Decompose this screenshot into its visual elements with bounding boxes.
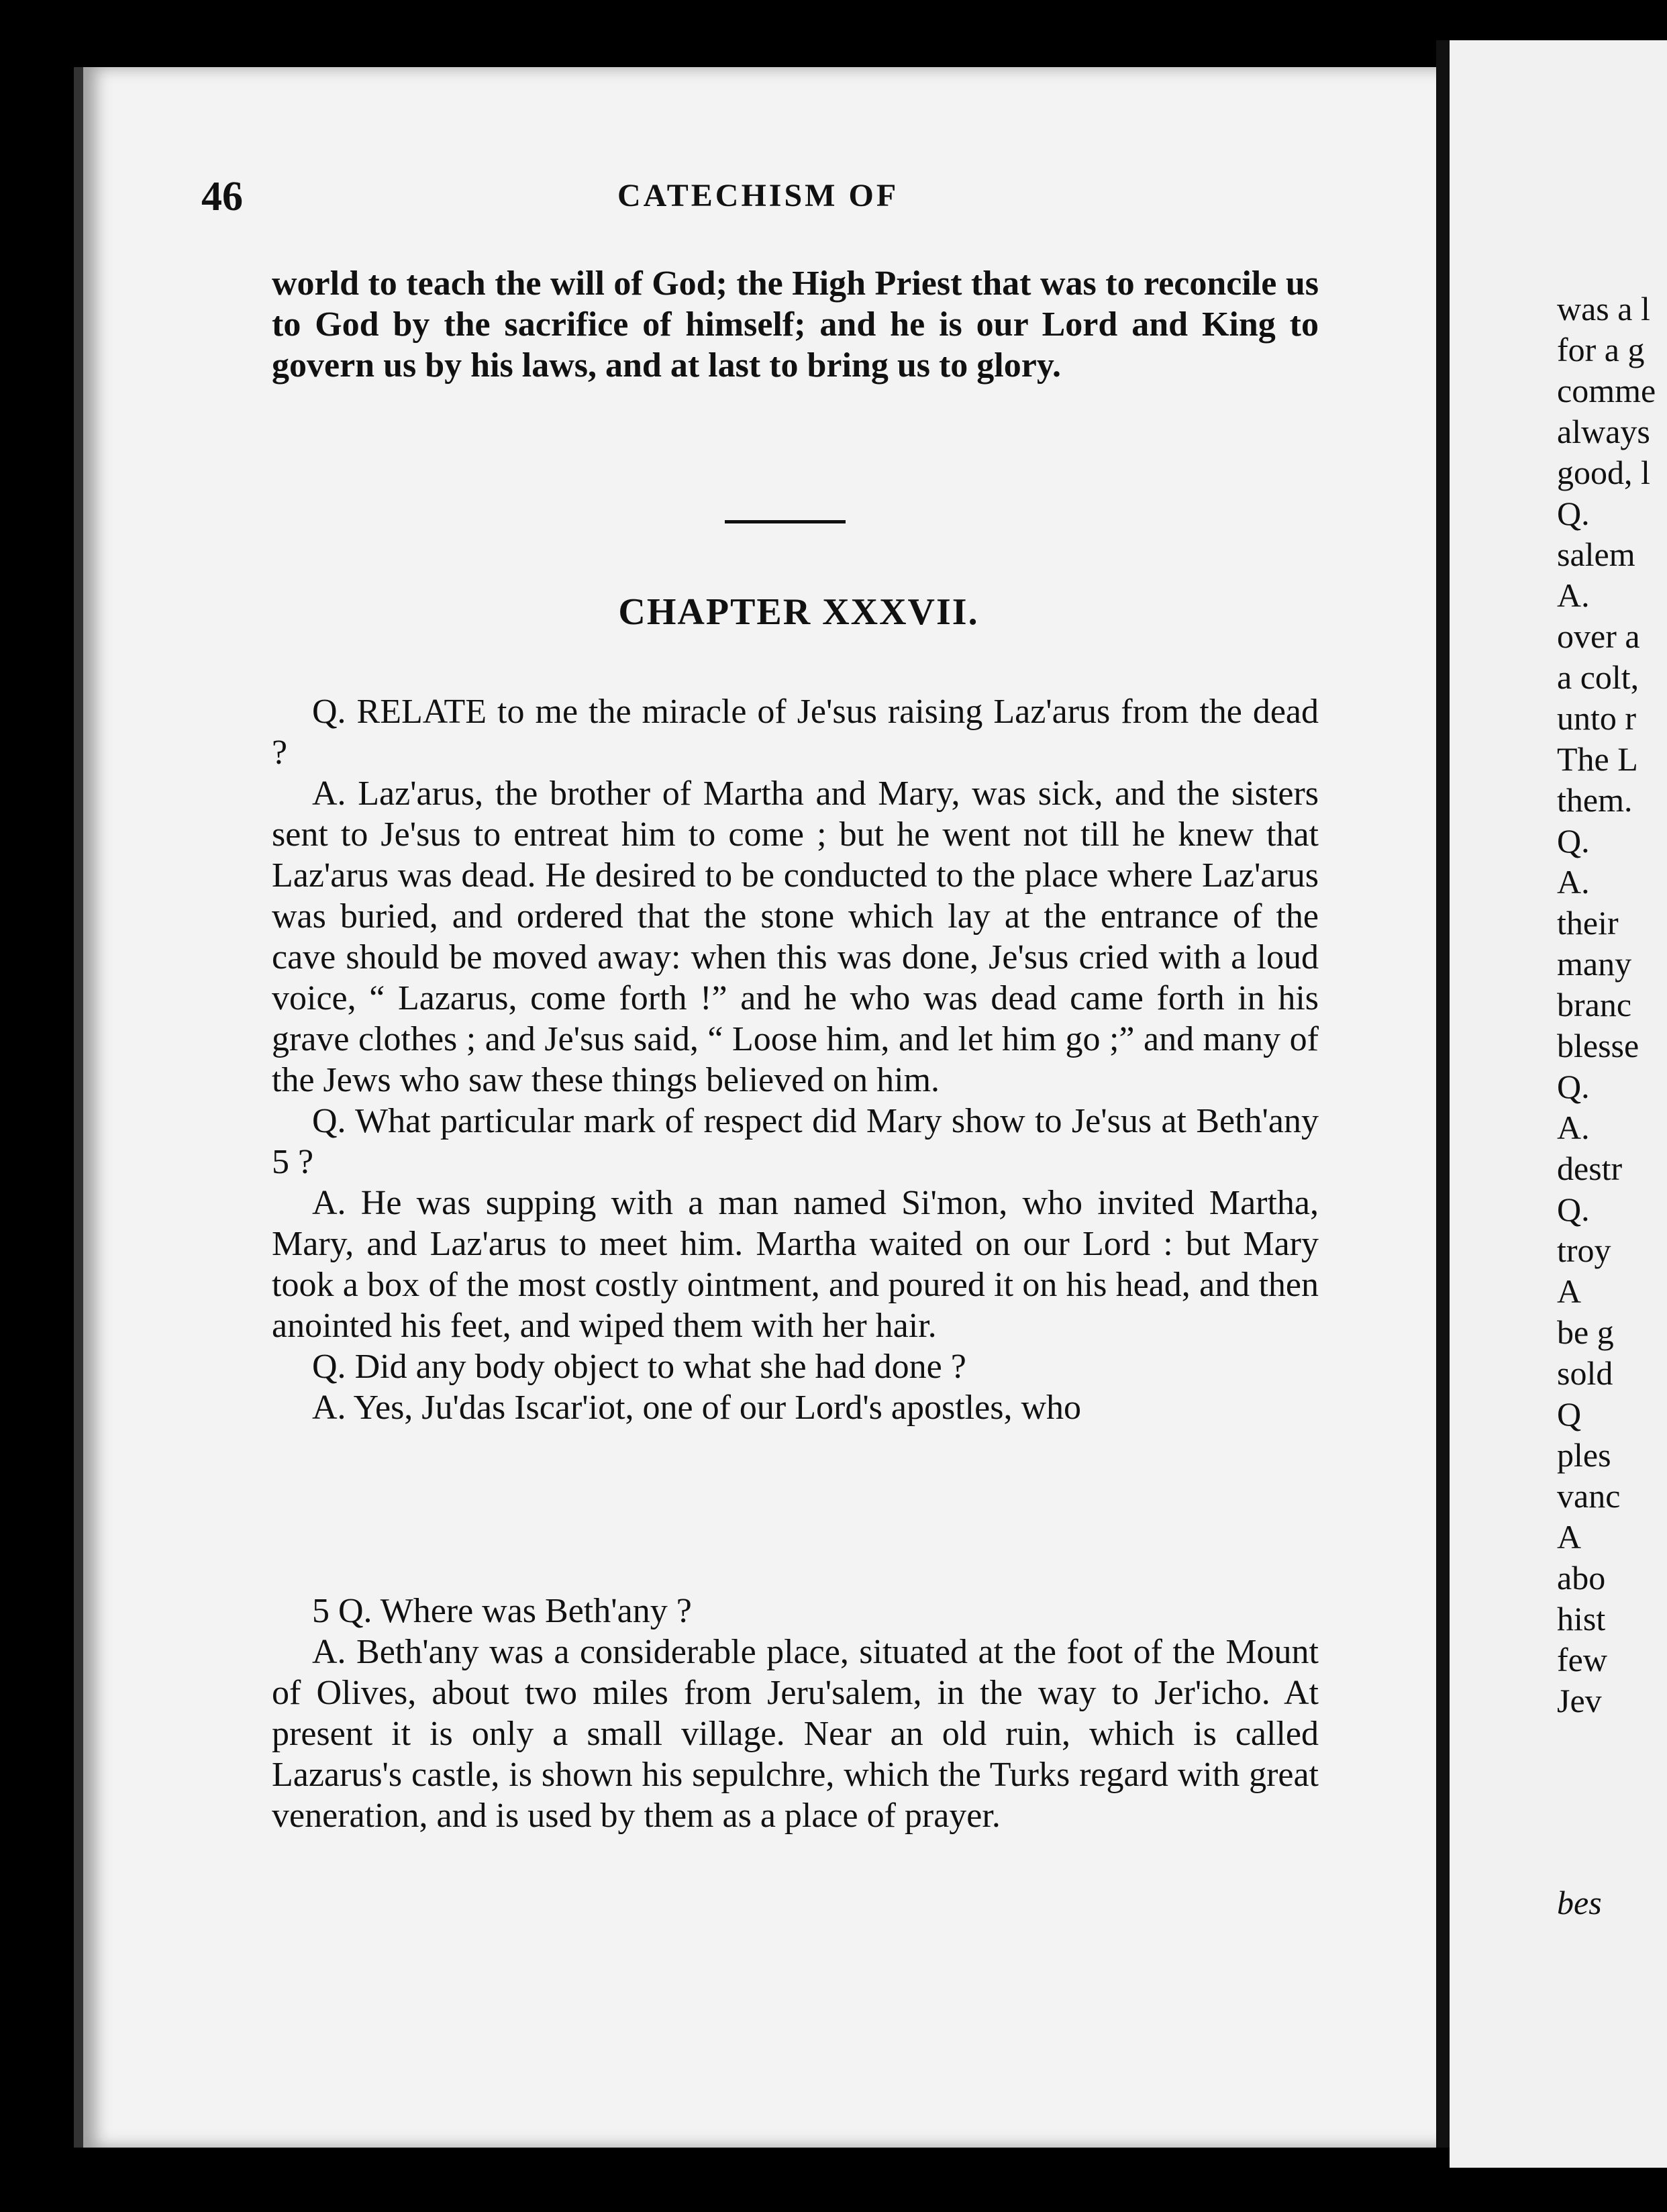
qa-answer: A. Laz'arus, the brother of Martha and Mary, was sick, and the sisters sent to Je'sus to entreat him to come ; but he went not till he knew that Laz'arus was dead. He desired to be conducted to the place where Laz'arus was buried, and ordered that the stone which lay at the entrance of the cave should be moved away: when this was done, Je'sus cried with a loud voice, “ Lazarus, come forth !” and he who was dead came forth in his grave clothes ; and Je'sus said, “ Loose him, and let him go ;” and many of the Jews who saw these things believed on him. [272,774,1319,1099]
right-page-line: A [1557,1272,1582,1310]
qa-question: Q. Did any body object to what she had done ? [312,1348,966,1386]
qa-section [272,691,1319,1428]
right-page-line: Jev [1557,1682,1602,1719]
right-page-line: A. [1557,576,1590,614]
right-page-line: blesse [1557,1027,1639,1064]
chapter-title: CHAPTER XXXVII. [618,591,979,633]
right-page-line: Q. [1557,822,1590,860]
right-page [1450,40,1667,2168]
right-page-line: Q. [1557,1191,1590,1228]
qa-answer: A. He was supping with a man named Si'mon, who invited Martha, Mary, and Laz'arus to meet him. Martha waited on our Lord : but Mary took a box of the most costly ointment, and poured it on his head, and then anointed his feet, and wiped them with her hair. [272,1184,1319,1345]
right-page-line: hist [1557,1600,1606,1638]
right-page-line: Q. [1557,1068,1590,1105]
book-gutter [1436,40,1450,2148]
right-page-text [1557,289,1667,1923]
right-page-line: A [1557,1518,1582,1556]
footnote-answer: A. Beth'any was a considerable place, situated at the foot of the Mount of Olives, about two miles from Jeru'salem, in the way to Jer'icho. At present it is only a small village. Near an old ruin, which is called Lazarus's castle, is shown his sepulchre, which the Turks regard with great veneration, and is used by them as a place of prayer. [272,1633,1319,1835]
right-page-line: be g [1557,1313,1614,1351]
right-page-line: ples [1557,1436,1611,1474]
right-page-line: good, l [1557,454,1650,491]
right-page-line: salem [1557,536,1635,573]
right-page-line: over a [1557,617,1640,655]
right-page-line: branc [1557,986,1632,1023]
right-page-line: vanc [1557,1477,1621,1515]
footnote-question: 5 Q. Where was Beth'any ? [312,1592,692,1630]
right-page-last-line: bes [1557,1884,1602,1921]
right-page-line: The L [1557,740,1638,778]
right-page-line: always [1557,413,1650,450]
right-page-line: A. [1557,1109,1590,1146]
right-page-line: sold [1557,1354,1613,1392]
right-page-line: a colt, [1557,658,1639,696]
qa-answer: A. Yes, Ju'das Iscar'iot, one of our Lord's apostles, who [312,1389,1081,1427]
running-head: CATECHISM OF [617,178,899,213]
continuation-paragraph: world to teach the will of God; the High Priest that was to reconcile us to God by the sacrifice of himself; and he is our Lord and King to govern us by his laws, and at last to bring us to glory. [272,264,1319,385]
footnote [272,1591,1319,1836]
right-page-line: many [1557,945,1632,983]
right-page-line: for a g [1557,331,1645,368]
right-page-line: unto r [1557,699,1637,737]
qa-question: Q. What particular mark of respect did Mary show to Je'sus at Beth'any 5 ? [272,1102,1319,1181]
right-page-line: them. [1557,781,1633,819]
right-page-line: A. [1557,863,1590,901]
section-rule [725,520,846,523]
right-page-line: Q [1557,1395,1582,1433]
right-page-line: Q. [1557,495,1590,532]
page-number: 46 [201,174,243,219]
right-page-line: few [1557,1641,1607,1678]
right-page-line: troy [1557,1231,1611,1269]
right-page-line: abo [1557,1559,1606,1597]
right-page-line: their [1557,904,1619,942]
right-page-line: comme [1557,372,1656,409]
qa-question: Q. RELATE to me the miracle of Je'sus raising Laz'arus from the dead ? [272,693,1319,772]
right-page-line: was a l [1557,290,1650,328]
right-page-line: destr [1557,1150,1623,1187]
